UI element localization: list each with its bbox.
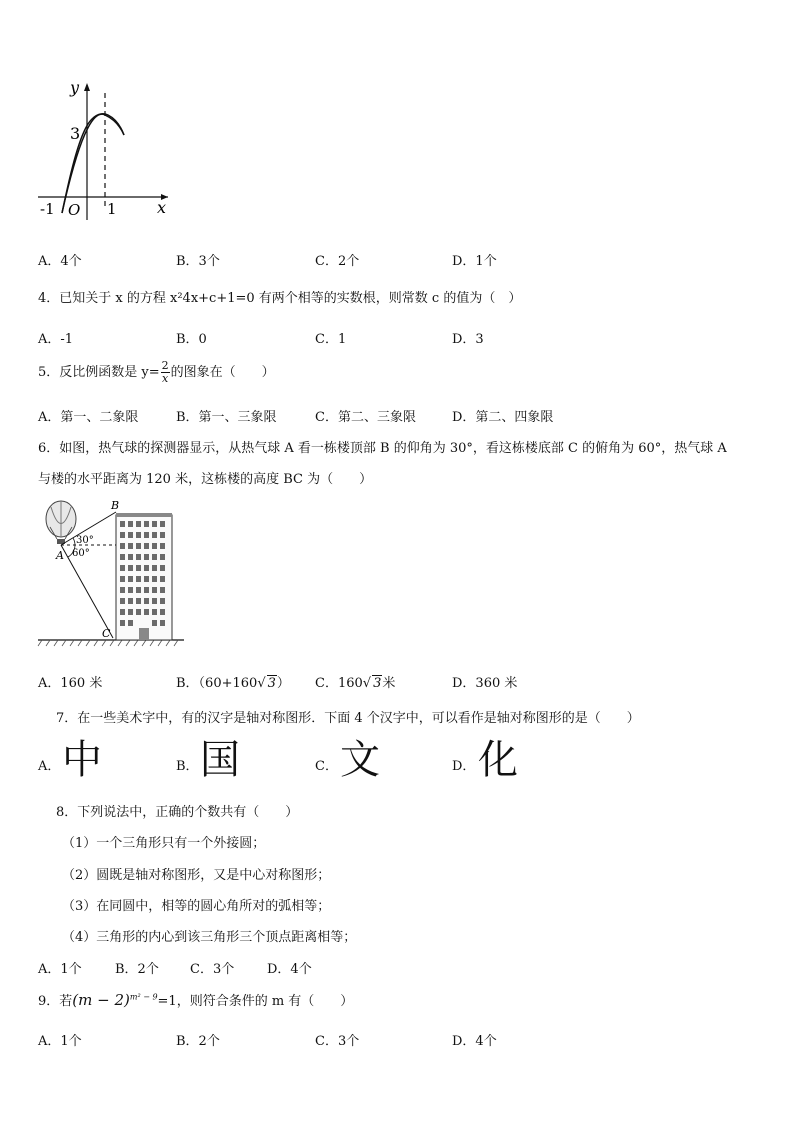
q9-option-a[interactable]: A．1个 [38, 1034, 82, 1049]
q5-option-d[interactable]: D．第二、四象限 [452, 410, 554, 425]
q9-option-c[interactable]: C．3个 [315, 1034, 360, 1049]
q7-option-d-letter[interactable]: D． [452, 759, 476, 774]
q7-char-wen[interactable]: 文 [340, 737, 380, 783]
q4-stem: 4．已知关于 x 的方程 x²4x+c+1=0 有两个相等的实数根，则常数 c 的值为（ ） [38, 291, 522, 306]
balloon-building-figure [36, 495, 186, 650]
q8-option-b[interactable]: B．2个 [115, 962, 159, 977]
q4-option-d[interactable]: D．3 [452, 332, 484, 347]
q8-stem: 8．下列说法中，正确的个数共有（ ） [56, 805, 299, 820]
q7-option-b-letter[interactable]: B． [176, 759, 199, 774]
parabola-graph [30, 75, 180, 225]
q6-stem-line2: 与楼的水平距离为 120 米，这栋楼的高度 BC 为（ ） [38, 472, 373, 487]
q6-option-c[interactable] [315, 672, 395, 691]
q8-option-d[interactable]: D．4个 [267, 962, 312, 977]
q6-option-c-suffix: 米 [382, 676, 396, 691]
q5-stem [38, 360, 275, 385]
q8-option-c[interactable]: C．3个 [190, 962, 235, 977]
three-label: 3 [70, 124, 81, 143]
q4-option-a[interactable]: A．-1 [38, 332, 74, 347]
q5-fraction [161, 360, 170, 385]
q5-frac-den: x [162, 372, 169, 385]
neg-one-label: -1 [40, 200, 55, 218]
sqrt-sign-icon: √ [257, 676, 266, 691]
q6-option-a[interactable]: A．160 米 [38, 676, 103, 691]
q6-option-b-sqrt: 3 [267, 676, 276, 691]
q8-statement-2: （2）圆既是轴对称图形，又是中心对称图形； [62, 868, 331, 883]
y-axis-label: y [70, 78, 80, 97]
q6-option-c-sqrt: 3 [373, 676, 382, 691]
q8-statement-1: （1）一个三角形只有一个外接圆； [62, 836, 266, 851]
label-30: 30° [76, 535, 94, 546]
q5-frac-num: 2 [161, 359, 169, 372]
q7-option-c-letter[interactable]: C． [315, 759, 338, 774]
q3-option-a[interactable]: A．4个 [38, 254, 82, 269]
q5-stem-prefix: 5．反比例函数是 y= [38, 365, 160, 380]
q8-statement-3: （3）在同圆中，相等的圆心角所对的弧相等； [62, 899, 331, 914]
q6-option-b-prefix: B．（60+160 [176, 676, 258, 691]
q9-stem-prefix: 9．若 [38, 994, 73, 1009]
label-c: C [102, 627, 111, 640]
label-b: B [111, 499, 120, 512]
q6-option-b[interactable] [176, 672, 290, 691]
q9-stem-suffix: =1，则符合条件的 m 有（ ） [157, 994, 354, 1009]
q9-exponent: m² − 9 [129, 992, 158, 1002]
q5-option-a[interactable]: A．第一、二象限 [38, 410, 139, 425]
x-axis-label: x [157, 198, 167, 217]
q9-base: (m − 2) [72, 991, 130, 1009]
q5-option-c[interactable]: C．第二、三象限 [315, 410, 416, 425]
one-label: 1 [107, 200, 117, 218]
label-60: 60° [72, 548, 90, 559]
q5-option-b[interactable]: B．第一、三象限 [176, 410, 277, 425]
q3-option-b[interactable]: B．3个 [176, 254, 220, 269]
q8-option-a[interactable]: A．1个 [38, 962, 82, 977]
q8-statement-4: （4）三角形的内心到该三角形三个顶点距离相等； [62, 930, 357, 945]
q4-option-c[interactable]: C．1 [315, 332, 347, 347]
q5-stem-suffix: 的图象在（ ） [170, 365, 275, 380]
label-a: A [56, 549, 64, 562]
q7-char-guo[interactable]: 国 [200, 737, 240, 783]
q6-option-c-prefix: C．160 [315, 676, 363, 691]
q9-stem [38, 990, 353, 1009]
origin-label: O [68, 201, 81, 219]
q9-option-d[interactable]: D．4个 [452, 1034, 497, 1049]
sqrt-sign-icon: √ [362, 676, 372, 691]
q7-char-zhong[interactable]: 中 [62, 737, 102, 783]
q3-option-c[interactable]: C．2个 [315, 254, 360, 269]
q9-option-b[interactable]: B．2个 [176, 1034, 220, 1049]
q3-option-d[interactable]: D．1个 [452, 254, 497, 269]
q6-option-d[interactable]: D．360 米 [452, 676, 518, 691]
q4-option-b[interactable]: B．0 [176, 332, 207, 347]
q7-stem: 7．在一些美术字中，有的汉字是轴对称图形．下面 4 个汉字中，可以看作是轴对称图形的是（ ） [56, 711, 640, 726]
q7-char-hua[interactable]: 化 [478, 737, 518, 783]
q6-stem-line1: 6．如图，热气球的探测器显示，从热气球 A 看一栋楼顶部 B 的仰角为 30°，看这栋楼底部 C 的俯角为 60°，热气球 A [38, 441, 727, 456]
q6-option-b-suffix: ） [276, 676, 290, 691]
q7-option-a-letter[interactable]: A． [38, 759, 61, 774]
